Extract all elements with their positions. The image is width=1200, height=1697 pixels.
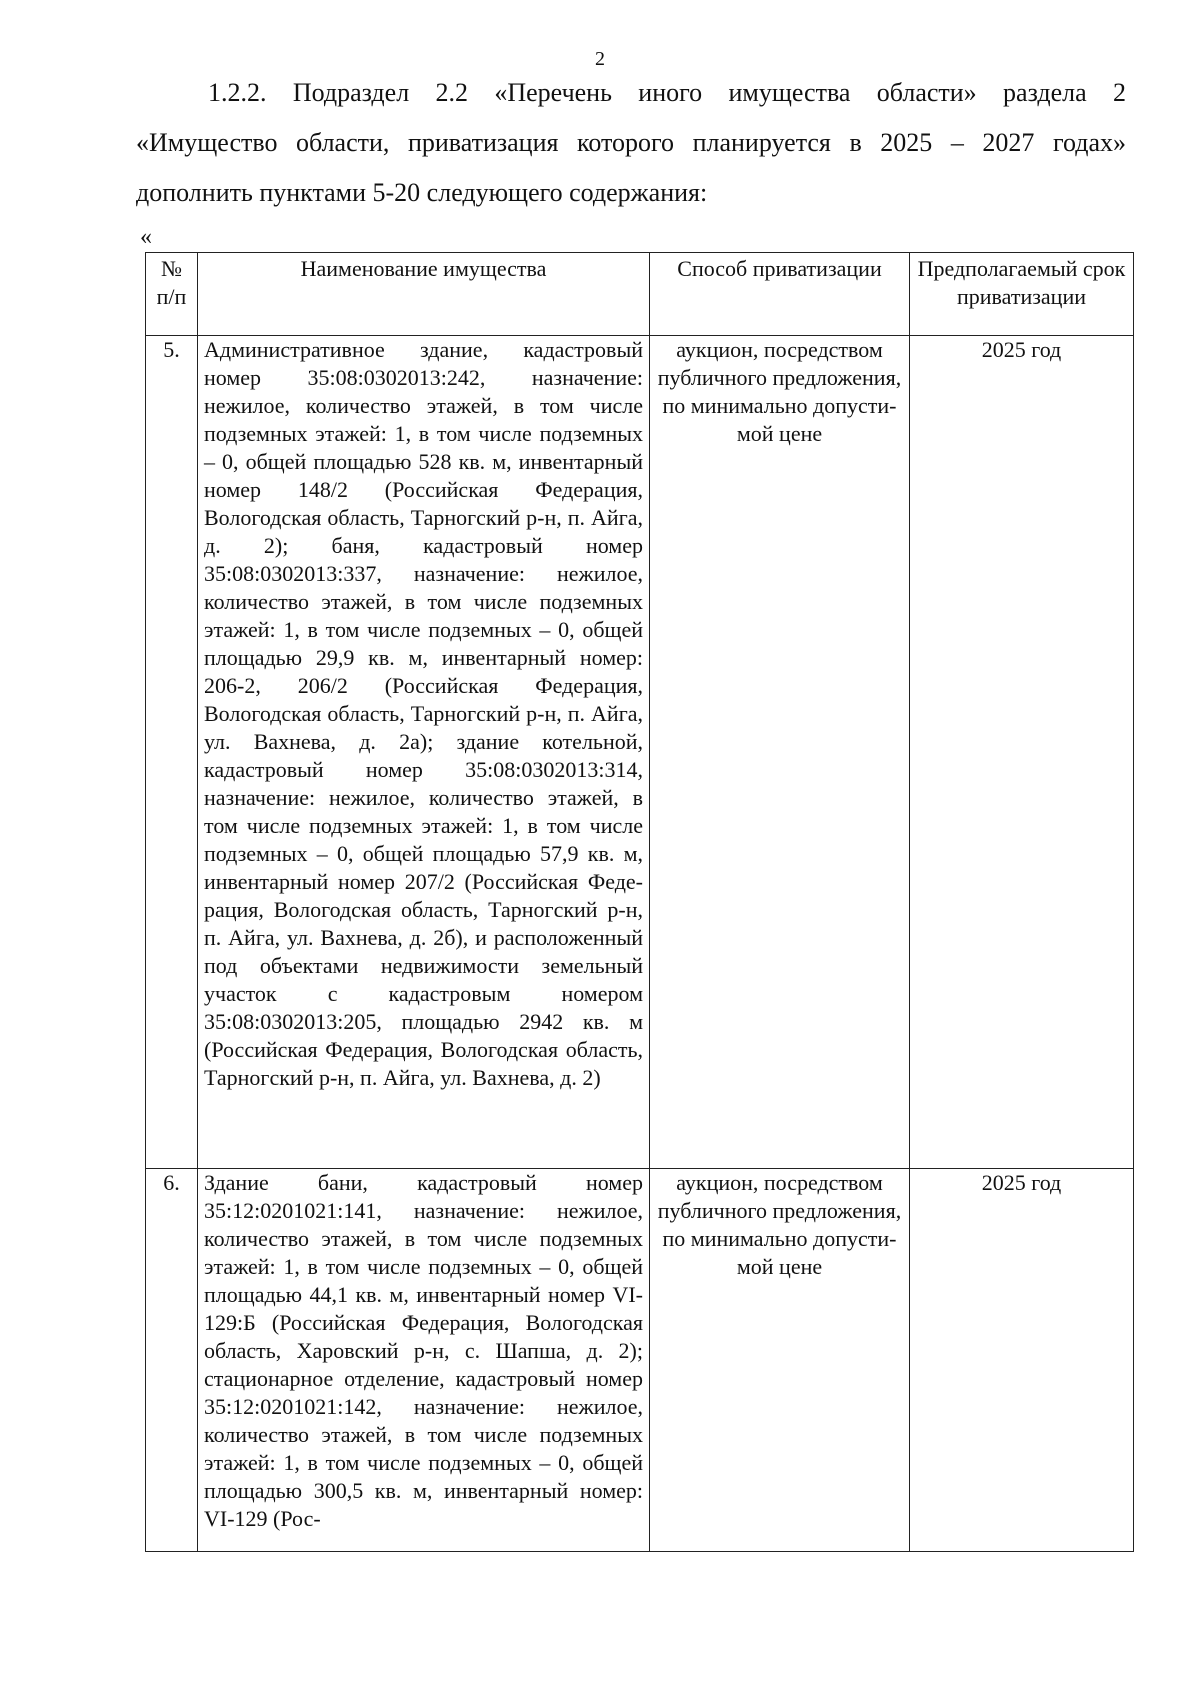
intro-line-3: дополнить пунктами 5-20 следующего содержания: [136,178,708,207]
header-method: Способ приватизации [650,253,910,336]
header-term: Предполагаемый срок приватизации [910,253,1134,336]
privatization-method: аукцион, посредством публичного предложения, по минимально допустимой цене [650,1169,910,1552]
table-row [146,336,1134,1169]
privatization-term: 2025 год [910,336,1134,1169]
property-name: Здание бани, кадастровый номер 35:12:0201021:141, назначение: нежилое, количество этажей, в том числе подземных этажей: 1, в том числе подземных – 0, общей площадью 44,1 кв. м, инвентарный номер VI-129:Б (Российская Федерация, Вологодская область, Харовский р-н, с. Шапша, д. 2); стационарное отделение, кадастровый номер 35:12:0201021:142, назначение: нежилое, количество этажей, в том числе подземных этажей: 1, в том числе подземных – 0, общей площадью 300,5 кв. м, инвентарный номер: VI-129 (Рос- [198,1169,650,1552]
privatization-term: 2025 год [910,1169,1134,1552]
row-number: 5. [146,336,198,1169]
intro-line-2: «Имущество области, приватизация которого планируется в 2025 – 2027 годах» [136,128,1126,157]
table-open-quote: « [140,224,152,250]
intro-paragraph [136,68,1126,218]
property-table [145,252,1134,1552]
table-header-row [146,253,1134,336]
row-number: 6. [146,1169,198,1552]
page-number: 2 [595,48,605,70]
intro-line-1: 1.2.2. Подраздел 2.2 «Перечень иного имущества области» раздела 2 [208,78,1126,107]
header-name: Наименование имущества [198,253,650,336]
privatization-method: аукцион, посредством публичного предложения, по минимально допустимой цене [650,336,910,1169]
property-name: Административное здание, кадастровый номер 35:08:0302013:242, назначение: нежилое, количество этажей, в том числе подземных этажей: 1, в том числе подземных – 0, общей площадью 528 кв. м, инвентарный номер 148/2 (Российская Федерация, Вологодская область, Тарногский р-н, п. Айга, д. 2); баня, кадастровый номер 35:08:0302013:337, назначение: нежилое, количество этажей, в том числе подземных этажей: 1, в том числе подземных – 0, общей площадью 29,9 кв. м, инвентарный номер: 206-2, 206/2 (Российская Федерация, Вологодская область, Тарногский р-н, п. Айга, ул. Вахнева, д. 2а); здание котельной, кадастровый номер 35:08:0302013:314, назначение: нежилое, количество этажей, в том числе подземных этажей: 1, в том числе подземных – 0, общей площадью 57,9 кв. м, инвентарный номер 207/2 (Российская Федерация, Вологодская область, Тарногский р-н, п. Айга, ул. Вахнева, д. 2б), и расположенный под объектами недвижимости земельный участок с кадастровым номером 35:08:0302013:205, площадью 2942 кв. м (Российская Федерация, Вологодская область, Тарногский р-н, п. Айга, ул. Вахнева, д. 2) [198,336,650,1169]
table-row [146,1169,1134,1552]
header-num: № п/п [146,253,198,336]
